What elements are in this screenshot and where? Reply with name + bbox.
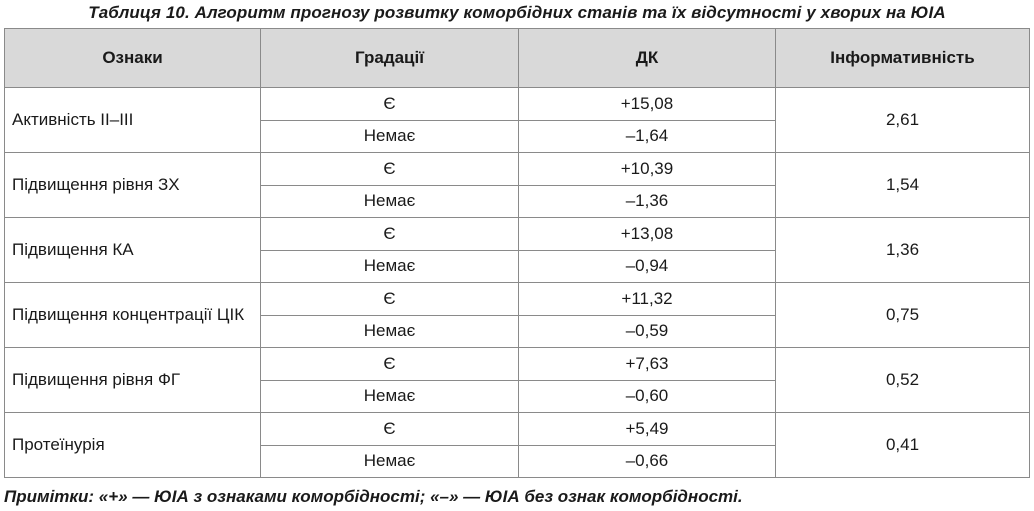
table-row — [5, 88, 1030, 121]
sign-cell: Активність ІІ–ІІІ — [5, 88, 261, 153]
dk-cell: –0,60 — [519, 380, 776, 413]
dk-cell: +15,08 — [519, 88, 776, 121]
header-grades: Градації — [261, 29, 519, 88]
dk-cell: +5,49 — [519, 413, 776, 446]
grade-cell: Немає — [261, 120, 519, 153]
dk-cell: –0,94 — [519, 250, 776, 283]
grade-cell: Є — [261, 218, 519, 251]
table-caption: Таблиця 10. Алгоритм прогнозу розвитку коморбідних станів та їх відсутності у хворих на ЮІА — [88, 3, 946, 22]
sign-cell: Підвищення рівня ФГ — [5, 348, 261, 413]
header-signs: Ознаки — [5, 29, 261, 88]
grade-cell: Немає — [261, 315, 519, 348]
grade-cell: Немає — [261, 250, 519, 283]
grade-cell: Є — [261, 153, 519, 186]
dk-cell: –0,59 — [519, 315, 776, 348]
prognosis-table — [4, 28, 1030, 478]
grade-cell: Є — [261, 88, 519, 121]
table-row — [5, 283, 1030, 316]
dk-cell: +7,63 — [519, 348, 776, 381]
grade-cell: Є — [261, 283, 519, 316]
table-note: Примітки: «+» — ЮІА з ознаками коморбідності; «–» — ЮІА без ознак коморбідності. — [4, 487, 743, 506]
dk-cell: –0,66 — [519, 445, 776, 478]
grade-cell: Немає — [261, 445, 519, 478]
grade-cell: Немає — [261, 185, 519, 218]
table-row — [5, 413, 1030, 446]
info-cell: 1,36 — [776, 218, 1030, 283]
sign-cell: Підвищення КА — [5, 218, 261, 283]
sign-cell: Протеїнурія — [5, 413, 261, 478]
info-cell: 0,41 — [776, 413, 1030, 478]
table-header-row — [5, 29, 1030, 88]
info-cell: 2,61 — [776, 88, 1030, 153]
info-cell: 0,52 — [776, 348, 1030, 413]
grade-cell: Є — [261, 413, 519, 446]
grade-cell: Немає — [261, 380, 519, 413]
info-cell: 0,75 — [776, 283, 1030, 348]
header-dk: ДК — [519, 29, 776, 88]
grade-cell: Є — [261, 348, 519, 381]
dk-cell: +10,39 — [519, 153, 776, 186]
dk-cell: +13,08 — [519, 218, 776, 251]
table-row — [5, 348, 1030, 381]
table-row — [5, 153, 1030, 186]
info-cell: 1,54 — [776, 153, 1030, 218]
dk-cell: –1,64 — [519, 120, 776, 153]
sign-cell: Підвищення рівня ЗХ — [5, 153, 261, 218]
table-row — [5, 218, 1030, 251]
header-informativeness: Інформативність — [776, 29, 1030, 88]
dk-cell: +11,32 — [519, 283, 776, 316]
dk-cell: –1,36 — [519, 185, 776, 218]
sign-cell: Підвищення концентрації ЦІК — [5, 283, 261, 348]
